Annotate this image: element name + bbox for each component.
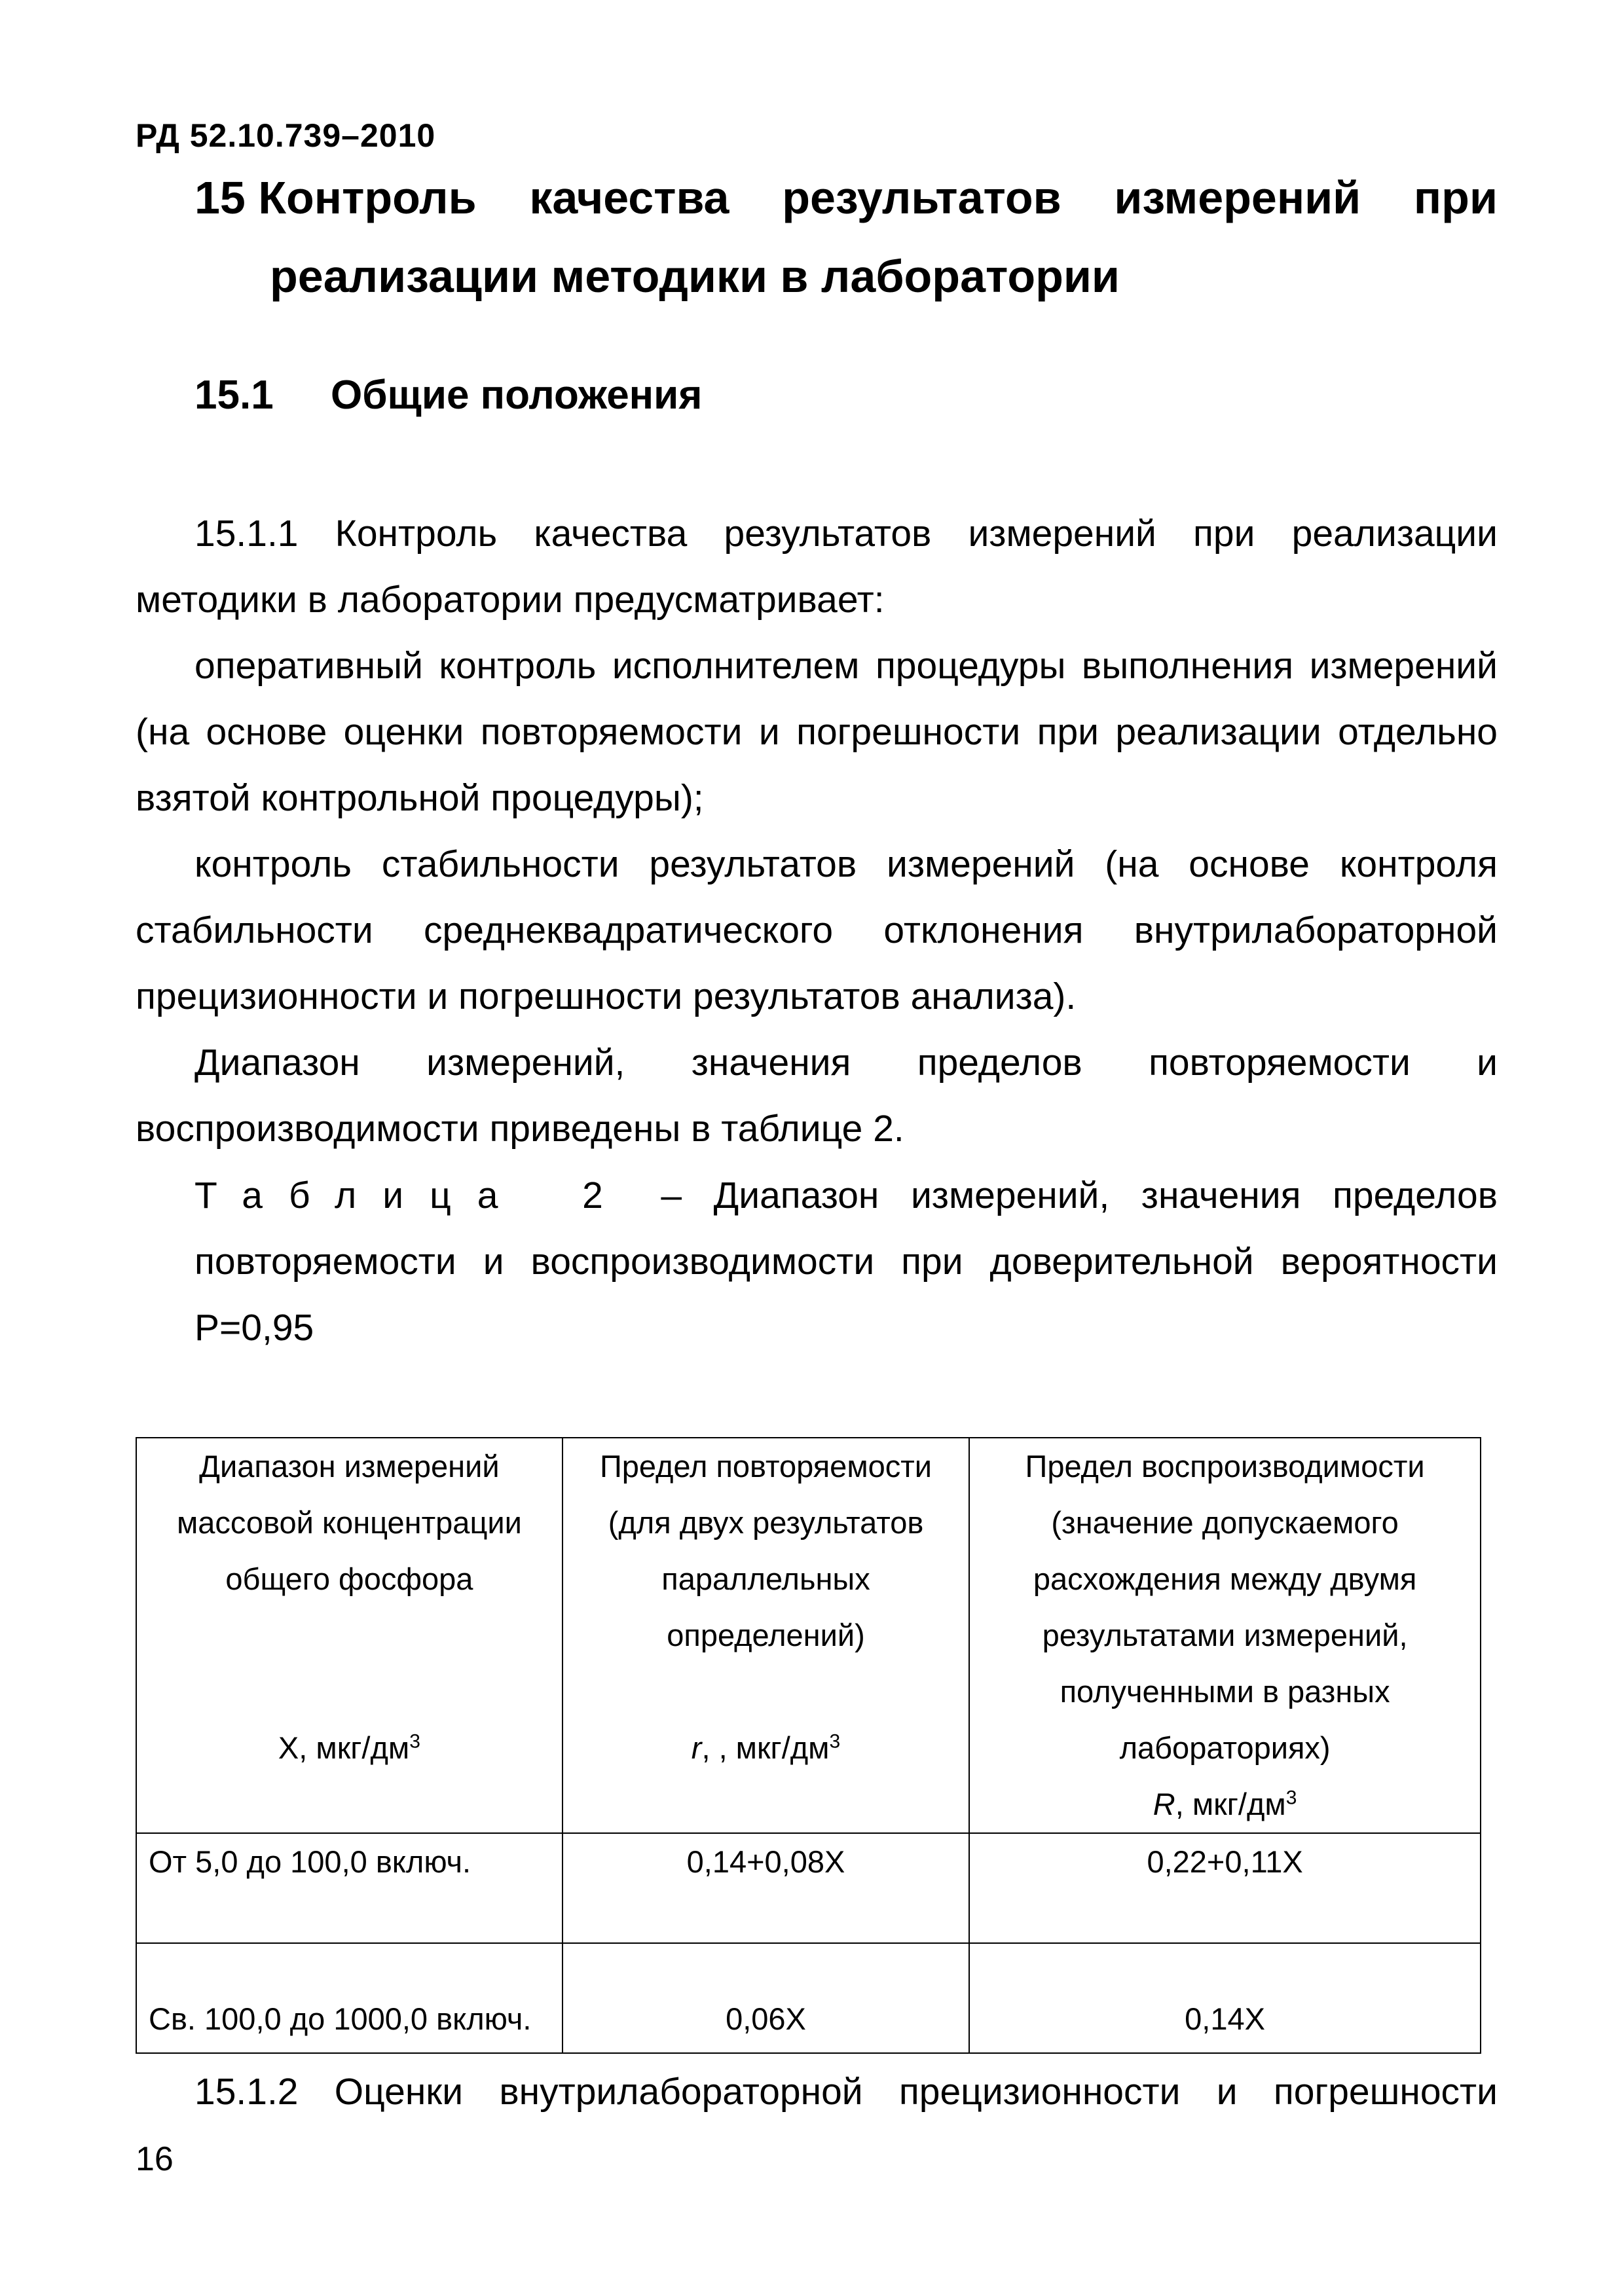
paragraph: 15.1.1 Контроль качества результатов измерений при реализации методики в лаборатории предусматривает: xyxy=(136,513,1498,621)
table-cell: 0,06Х xyxy=(563,1943,969,2053)
paragraph: Диапазон измерений, значения пределов повторяемости и воспроизводимости приведены в таблице 2. xyxy=(136,1042,1498,1150)
subsection-heading xyxy=(194,372,702,418)
section-heading-word: 15 Контроль xyxy=(194,172,477,223)
section-heading-word: измерений xyxy=(1114,172,1361,223)
section-heading-word: качества xyxy=(529,172,729,223)
table-header-row xyxy=(136,1438,1481,1833)
table-cell: 0,14Х xyxy=(969,1943,1481,2053)
table-cell: От 5,0 до 100,0 включ. xyxy=(136,1833,563,1943)
section-heading-line2: реализации методики в лаборатории xyxy=(270,251,1120,302)
table-row xyxy=(136,1833,1481,1943)
table-cell: 0,22+0,11Х xyxy=(969,1833,1481,1943)
section-heading-word: результатов xyxy=(782,172,1061,223)
table-cell: 0,14+0,08Х xyxy=(563,1833,969,1943)
page-number: 16 xyxy=(136,2140,174,2178)
table-header-cell: Диапазон измерений массовой концентрации общего фосфора Х, мкг/$дм^3$ xyxy=(136,1438,563,1833)
table-header-cell: Предел воспроизводимости (значение допускаемого расхождения между двумя результатами измерений, полученными в разных лабораториях) R, мкг/$дм^3$ xyxy=(969,1438,1481,1833)
table-caption: Таблица 2 – Диапазон измерений, значения пределов повторяемости и воспроизводимости при доверительной вероятности P=0,95 xyxy=(194,1175,1498,1349)
paragraph: контроль стабильности результатов измерений (на основе контроля стабильности среднеквадратического отклонения внутрилабораторной прецизионности и погрешности результатов анализа). xyxy=(136,843,1498,1017)
table-cell: Св. 100,0 до 1000,0 включ. xyxy=(136,1943,563,2053)
table-row xyxy=(136,1943,1481,2053)
paragraph: оперативный контроль исполнителем процедуры выполнения измерений (на основе оценки повторяемости и погрешности при реализации отдельно взятой контрольной процедуры); xyxy=(136,645,1498,819)
section-heading-word: при xyxy=(1413,172,1498,223)
subsection-number: 15.1 xyxy=(194,373,274,418)
section-heading xyxy=(194,172,1498,224)
table-header-cell: Предел повторяемости (для двух результатов параллельных определений) r, , мкг/$дм^3$ xyxy=(563,1438,969,1833)
paragraph: 15.1.2 Оценки внутрилабораторной прецизионности и погрешности xyxy=(194,2071,1498,2113)
table-caption-label: Таблица 2 xyxy=(194,1175,629,1216)
document-code: РД 52.10.739–2010 xyxy=(136,117,436,154)
data-table xyxy=(136,1437,1481,2054)
subsection-title: Общие положения xyxy=(331,373,703,418)
